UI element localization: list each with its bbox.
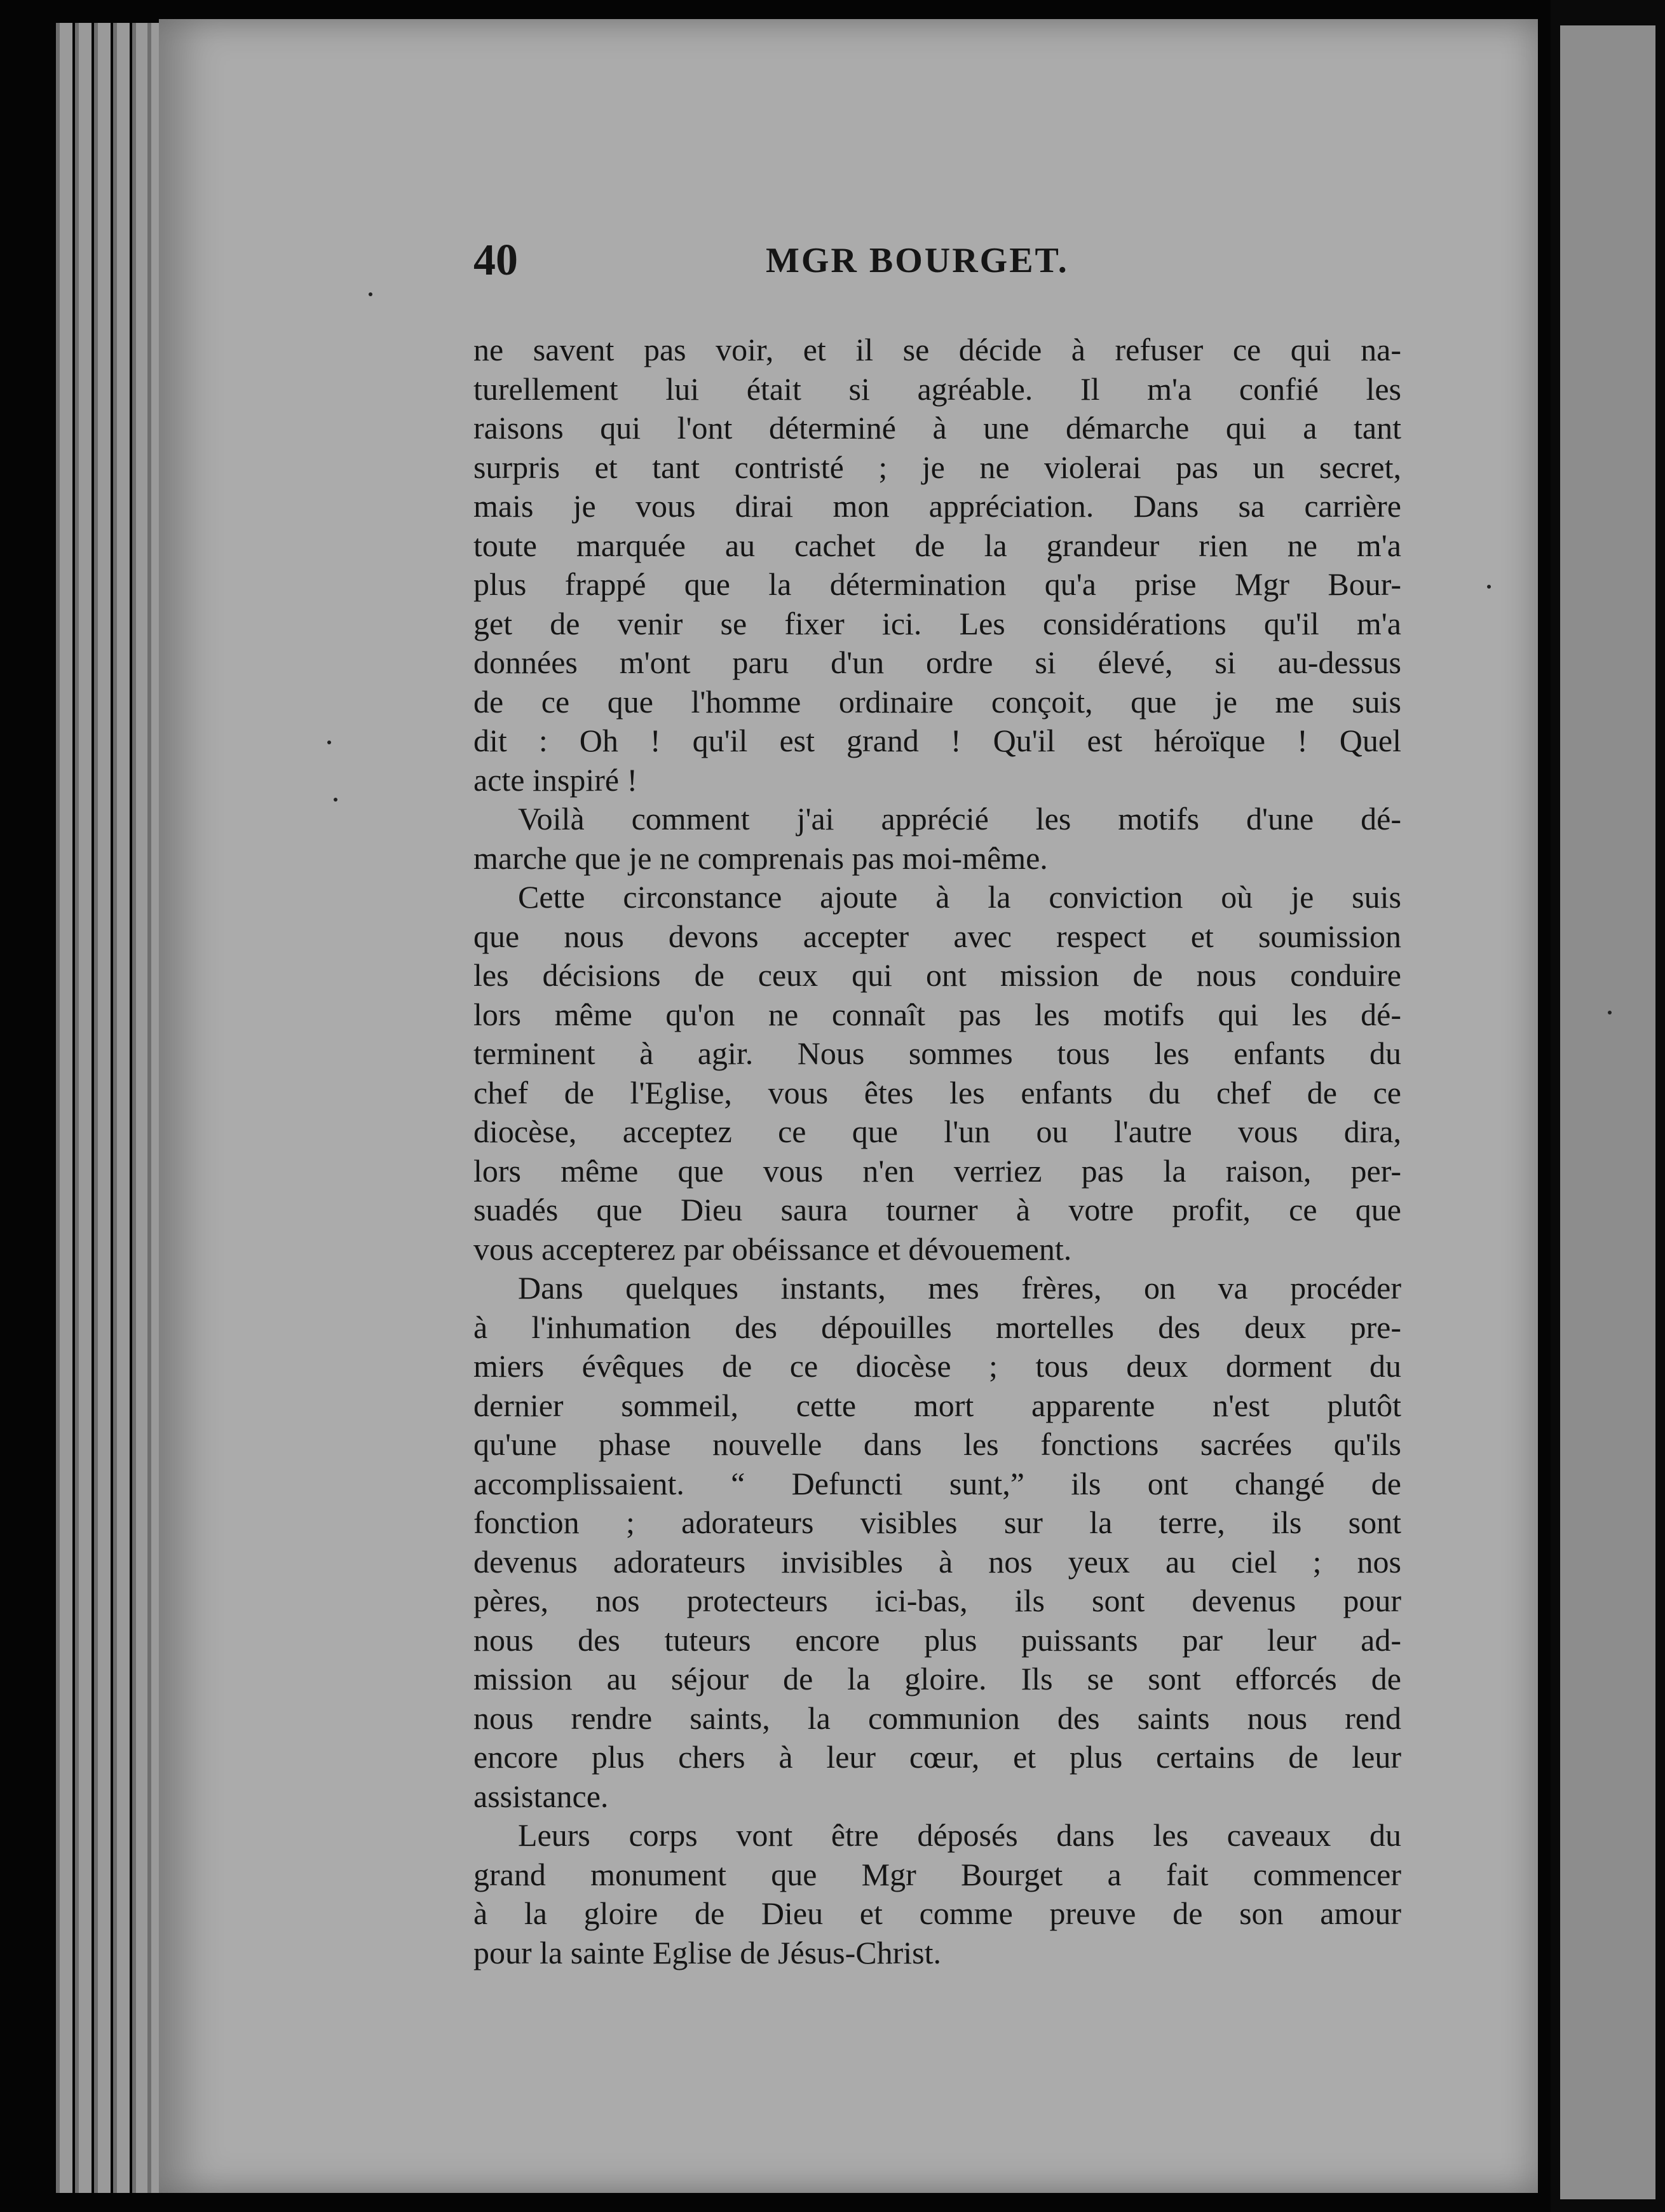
text-line: Cette circonstance ajoute à la conviction où je suis [518, 879, 1401, 915]
text-line: accomplissaient. “ Defuncti sunt,” ils ont changé de [473, 1465, 1401, 1501]
text-line: grand monument que Mgr Bourget a fait commencer [473, 1856, 1401, 1892]
scan-speck [334, 798, 337, 802]
text-line: nous des tuteurs encore plus puissants par leur ad- [473, 1621, 1401, 1658]
text-line: diocèse, acceptez ce que l'un ou l'autre vous dira, [473, 1114, 1401, 1149]
text-line: qu'une phase nouvelle dans les fonctions sacrées qu'ils [473, 1426, 1401, 1462]
text-line: encore plus chers à leur cœur, et plus certains de leur [473, 1739, 1401, 1775]
text-line: mission au séjour de la gloire. Ils se sont efforcés de [473, 1661, 1401, 1697]
facing-page-edge [1560, 25, 1655, 2199]
text-line: que nous devons accepter avec respect et soumission [473, 918, 1401, 954]
text-line: turellement lui était si agréable. Il m'a confié les [473, 371, 1401, 407]
text-line: de ce que l'homme ordinaire conçoit, que je me suis [473, 683, 1401, 720]
text-line: terminent à agir. Nous sommes tous les enfants du [473, 1035, 1401, 1071]
scan-speck [1487, 585, 1491, 589]
page-header [473, 235, 1096, 292]
text-line: dernier sommeil, cette mort apparente n'est plutôt [473, 1387, 1401, 1423]
text-line: marche que je ne comprenais pas moi-même. [473, 840, 1048, 876]
text-line: à l'inhumation des dépouilles mortelles des deux pre- [473, 1309, 1401, 1345]
body-text [473, 331, 1401, 1972]
text-line: vous accepterez par obéissance et dévouement. [473, 1231, 1072, 1267]
page-edge [56, 23, 72, 2193]
text-line: données m'ont paru d'un ordre si élevé, si au-dessus [473, 645, 1401, 680]
page-number: 40 [473, 236, 518, 285]
text-line: miers évêques de ce diocèse ; tous deux dorment du [473, 1348, 1401, 1384]
text-line: toute marquée au cachet de la grandeur rien ne m'a [473, 527, 1401, 563]
text-line: Leurs corps vont être déposés dans les caveaux du [518, 1817, 1401, 1853]
text-line: ne savent pas voir, et il se décide à refuser ce qui na- [473, 332, 1401, 367]
text-line: à la gloire de Dieu et comme preuve de son amour [473, 1895, 1401, 1931]
scan-speck [1608, 1011, 1612, 1014]
text-line: get de venir se fixer ici. Les considérations qu'il m'a [473, 605, 1401, 641]
page-edge [94, 23, 111, 2193]
text-line: suadés que Dieu saura tourner à votre profit, ce que [473, 1192, 1401, 1227]
text-line: devenus adorateurs invisibles à nos yeux au ciel ; nos [473, 1543, 1401, 1580]
scan-speck [369, 292, 372, 296]
text-line: mais je vous dirai mon appréciation. Dans sa carrière [473, 488, 1401, 524]
text-line: nous rendre saints, la communion des saints nous rend [473, 1700, 1401, 1736]
text-line: plus frappé que la détermination qu'a prise Mgr Bour- [473, 566, 1401, 602]
page-edge [75, 23, 92, 2193]
text-line: les décisions de ceux qui ont mission de nous conduire [473, 957, 1401, 993]
text-line: fonction ; adorateurs visibles sur la terre, ils sont [473, 1505, 1401, 1540]
text-line: lors même qu'on ne connaît pas les motifs qui les dé- [473, 996, 1401, 1032]
text-line: raisons qui l'ont déterminé à une démarche qui a tant [473, 410, 1401, 446]
text-line: surpris et tant contristé ; je ne violerai pas un secret, [473, 449, 1401, 485]
page-edge [113, 23, 130, 2193]
running-title: MGR BOURGET. [766, 241, 1069, 280]
text-line: assistance. [473, 1778, 609, 1814]
text-line: Dans quelques instants, mes frères, on va procéder [518, 1270, 1401, 1306]
scan-speck [327, 741, 331, 744]
page-edge [132, 23, 149, 2193]
text-line: acte inspiré ! [473, 761, 638, 798]
text-line: pères, nos protecteurs ici-bas, ils sont devenus pour [473, 1583, 1401, 1618]
text-line: lors même que vous n'en verriez pas la raison, per- [473, 1152, 1401, 1189]
text-line: dit : Oh ! qu'il est grand ! Qu'il est héroïque ! Quel [473, 723, 1401, 758]
text-line: pour la sainte Eglise de Jésus-Christ. [473, 1934, 941, 1970]
text-line: Voilà comment j'ai apprécié les motifs d'une dé- [518, 801, 1401, 836]
text-line: chef de l'Eglise, vous êtes les enfants du chef de ce [473, 1074, 1401, 1110]
